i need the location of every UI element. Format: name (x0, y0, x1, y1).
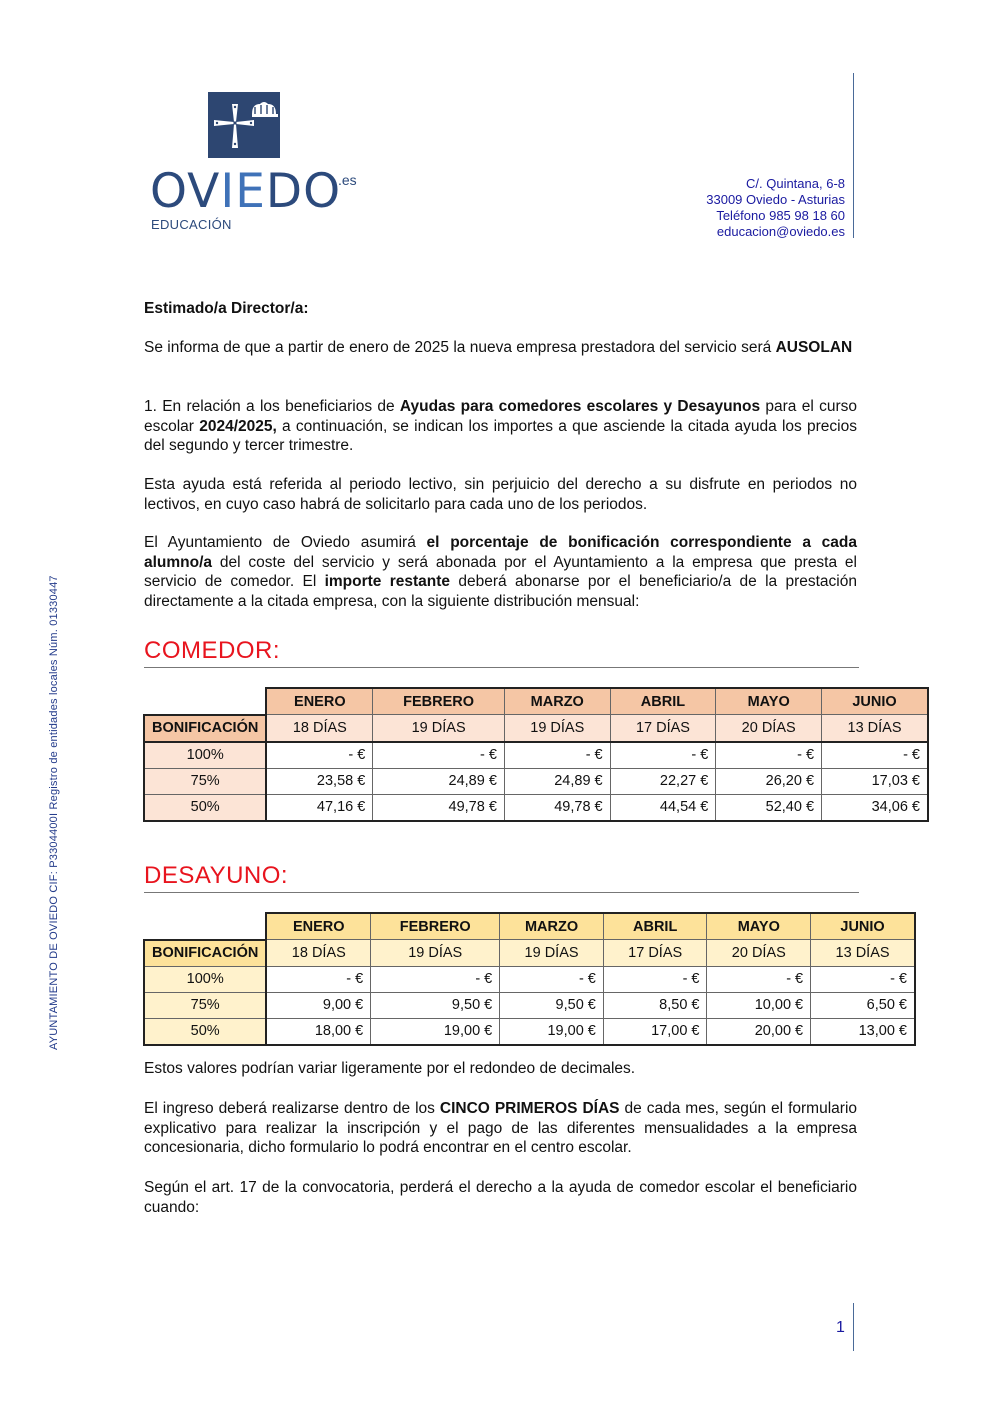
company-name: AUSOLAN (775, 339, 853, 356)
value-cell: - € (707, 966, 811, 992)
table-row (144, 768, 928, 794)
bonificacion-label: BONIFICACIÓN (144, 940, 266, 967)
p2-text-b: para el curso escolar (144, 398, 857, 435)
value-cell: - € (603, 966, 707, 992)
pct-cell: 75% (144, 768, 266, 794)
value-cell: - € (811, 966, 915, 992)
p3-text: Esta ayuda está referida al periodo lectivo, sin perjuicio del derecho a su disfrute en periodos no lectivos, en cuyo caso habrá de solicitarlo para cada uno de los periodos. (144, 476, 857, 513)
pct-cell: 50% (144, 794, 266, 821)
days-cell: 17 DÍAS (610, 715, 716, 742)
value-cell: 19,00 € (500, 1018, 604, 1045)
address-phone: Teléfono 985 98 18 60 (716, 208, 845, 223)
month-header: MARZO (504, 688, 610, 715)
value-cell: - € (822, 742, 928, 769)
paragraph-5 (144, 1059, 857, 1079)
salutation (144, 299, 857, 319)
month-header: ENERO (266, 688, 372, 715)
p4-text-c: deberá abonarse por el beneficiario/a de la prestación directamente a la citada empresa, con la siguiente distribución mensual: (144, 573, 857, 610)
value-cell: - € (610, 742, 716, 769)
value-cell: 44,54 € (610, 794, 716, 821)
value-cell: - € (266, 966, 370, 992)
value-cell: - € (266, 742, 372, 769)
p2-text-c: a continuación, se indican los importes a que asciende la citada ayuda los precios del segundo y tercer trimestre. (144, 417, 857, 454)
paragraph-1 (144, 338, 857, 358)
paragraph-4 (144, 533, 857, 611)
logo-word-right: DO (265, 164, 342, 219)
month-header: JUNIO (811, 913, 915, 940)
pct-cell: 100% (144, 742, 266, 769)
header-divider (853, 73, 854, 238)
pct-cell: 100% (144, 966, 266, 992)
value-cell: 17,03 € (822, 768, 928, 794)
table-header-row (144, 913, 915, 940)
days-cell: 20 DÍAS (707, 940, 811, 967)
logo-domain-suffix: .es (338, 172, 357, 188)
month-header: FEBRERO (373, 688, 505, 715)
month-header: MAYO (707, 913, 811, 940)
asturias-cross-crown-icon (208, 92, 280, 158)
days-cell: 19 DÍAS (504, 715, 610, 742)
p5-text: Estos valores podrían variar ligeramente por el redondeo de decimales. (144, 1060, 636, 1077)
value-cell: 52,40 € (716, 794, 822, 821)
value-cell: 23,58 € (266, 768, 372, 794)
address-block (706, 176, 845, 240)
blank-cell (144, 913, 266, 940)
value-cell: 47,16 € (266, 794, 372, 821)
month-header: MARZO (500, 913, 604, 940)
comedor-table (143, 687, 929, 822)
comedor-title: COMEDOR: (144, 637, 859, 668)
value-cell: 6,50 € (811, 992, 915, 1018)
month-header: MAYO (716, 688, 822, 715)
days-cell: 19 DÍAS (500, 940, 604, 967)
value-cell: 10,00 € (707, 992, 811, 1018)
month-header: FEBRERO (371, 913, 500, 940)
value-cell: - € (500, 966, 604, 992)
p7-text: Según el art. 17 de la convocatoria, perderá el derecho a la ayuda de comedor escolar el beneficiario cuando: (144, 1179, 857, 1216)
paragraph-3 (144, 475, 857, 514)
paragraph-6 (144, 1099, 857, 1158)
table-days-row (144, 715, 928, 742)
blank-cell (144, 688, 266, 715)
days-cell: 18 DÍAS (266, 940, 370, 967)
value-cell: - € (371, 966, 500, 992)
desayuno-table (143, 912, 916, 1046)
value-cell: 18,00 € (266, 1018, 370, 1045)
days-cell: 17 DÍAS (603, 940, 707, 967)
value-cell: 20,00 € (707, 1018, 811, 1045)
value-cell: 49,78 € (373, 794, 505, 821)
value-cell: 9,50 € (371, 992, 500, 1018)
table-row (144, 966, 915, 992)
logo-subtitle: EDUCACIÓN (151, 217, 232, 232)
month-header: ABRIL (610, 688, 716, 715)
pct-cell: 75% (144, 992, 266, 1018)
month-header: JUNIO (822, 688, 928, 715)
value-cell: 49,78 € (504, 794, 610, 821)
value-cell: 9,00 € (266, 992, 370, 1018)
table-row (144, 742, 928, 769)
side-registry-text: AYUNTAMIENTO DE OVIEDO CIF: P3304400I Registro de entidades locales Núm. 01330447 (48, 575, 60, 1050)
paragraph-7 (144, 1178, 857, 1217)
value-cell: 26,20 € (716, 768, 822, 794)
value-cell: 24,89 € (504, 768, 610, 794)
p2-text-a: 1. En relación a los beneficiarios de (144, 398, 400, 415)
salutation-text: Estimado/a Director/a: (144, 300, 309, 317)
value-cell: 13,00 € (811, 1018, 915, 1045)
value-cell: 17,00 € (603, 1018, 707, 1045)
table-row (144, 992, 915, 1018)
days-cell: 13 DÍAS (811, 940, 915, 967)
p4-text-b: del coste del servicio y será abonada por el Ayuntamiento a la empresa que presta el servicio de comedor. El (144, 553, 857, 590)
value-cell: 19,00 € (371, 1018, 500, 1045)
value-cell: 9,50 € (500, 992, 604, 1018)
p2-bold-1: Ayudas para comedores escolares y Desayunos (399, 398, 761, 415)
table-row (144, 794, 928, 821)
address-street: C/. Quintana, 6-8 (746, 176, 845, 191)
address-city: 33009 Oviedo - Asturias (706, 192, 845, 207)
p6-text-b: de cada mes, según el formulario explicativo para realizar la inscripción y el pago de las diferentes mensualidades a la empresa concesionaria, dicho formulario lo podrá encontrar en el centro escolar. (144, 1100, 858, 1156)
value-cell: 24,89 € (373, 768, 505, 794)
month-header: ABRIL (603, 913, 707, 940)
p1-text: Se informa de que a partir de enero de 2025 la nueva empresa prestadora del servicio será (144, 339, 776, 356)
value-cell: - € (504, 742, 610, 769)
oviedo-emblem-icon (208, 92, 280, 158)
value-cell: 22,27 € (610, 768, 716, 794)
value-cell: 8,50 € (603, 992, 707, 1018)
days-cell: 19 DÍAS (373, 715, 505, 742)
p6-text-a: El ingreso deberá realizarse dentro de los (144, 1100, 440, 1117)
value-cell: 34,06 € (822, 794, 928, 821)
days-cell: 18 DÍAS (266, 715, 372, 742)
footer-divider (853, 1303, 854, 1351)
days-cell: 19 DÍAS (371, 940, 500, 967)
days-cell: 20 DÍAS (716, 715, 822, 742)
oviedo-logo-wordmark (150, 164, 342, 219)
page-number: 1 (836, 1319, 845, 1336)
bonificacion-label: BONIFICACIÓN (144, 715, 266, 742)
table-row (144, 1018, 915, 1045)
p4-bold-1: el porcentaje de bonificación correspondiente a cada alumno/a (144, 534, 857, 571)
p2-bold-2: 2024/2025, (199, 417, 277, 435)
logo-word-mid: IE (220, 164, 266, 219)
table-header-row (144, 688, 928, 715)
desayuno-title: DESAYUNO: (144, 862, 859, 893)
value-cell: - € (716, 742, 822, 769)
p4-text-a: El Ayuntamiento de Oviedo asumirá (144, 534, 427, 551)
month-header: ENERO (266, 913, 370, 940)
table-days-row (144, 940, 915, 967)
pct-cell: 50% (144, 1018, 266, 1045)
days-cell: 13 DÍAS (822, 715, 928, 742)
p4-bold-2: importe restante (324, 573, 451, 590)
address-email[interactable]: educacion@oviedo.es (716, 224, 845, 239)
p6-bold: CINCO PRIMEROS DÍAS (439, 1100, 620, 1117)
paragraph-2 (144, 397, 857, 456)
value-cell: - € (373, 742, 505, 769)
logo-word-left: OV (150, 164, 221, 219)
